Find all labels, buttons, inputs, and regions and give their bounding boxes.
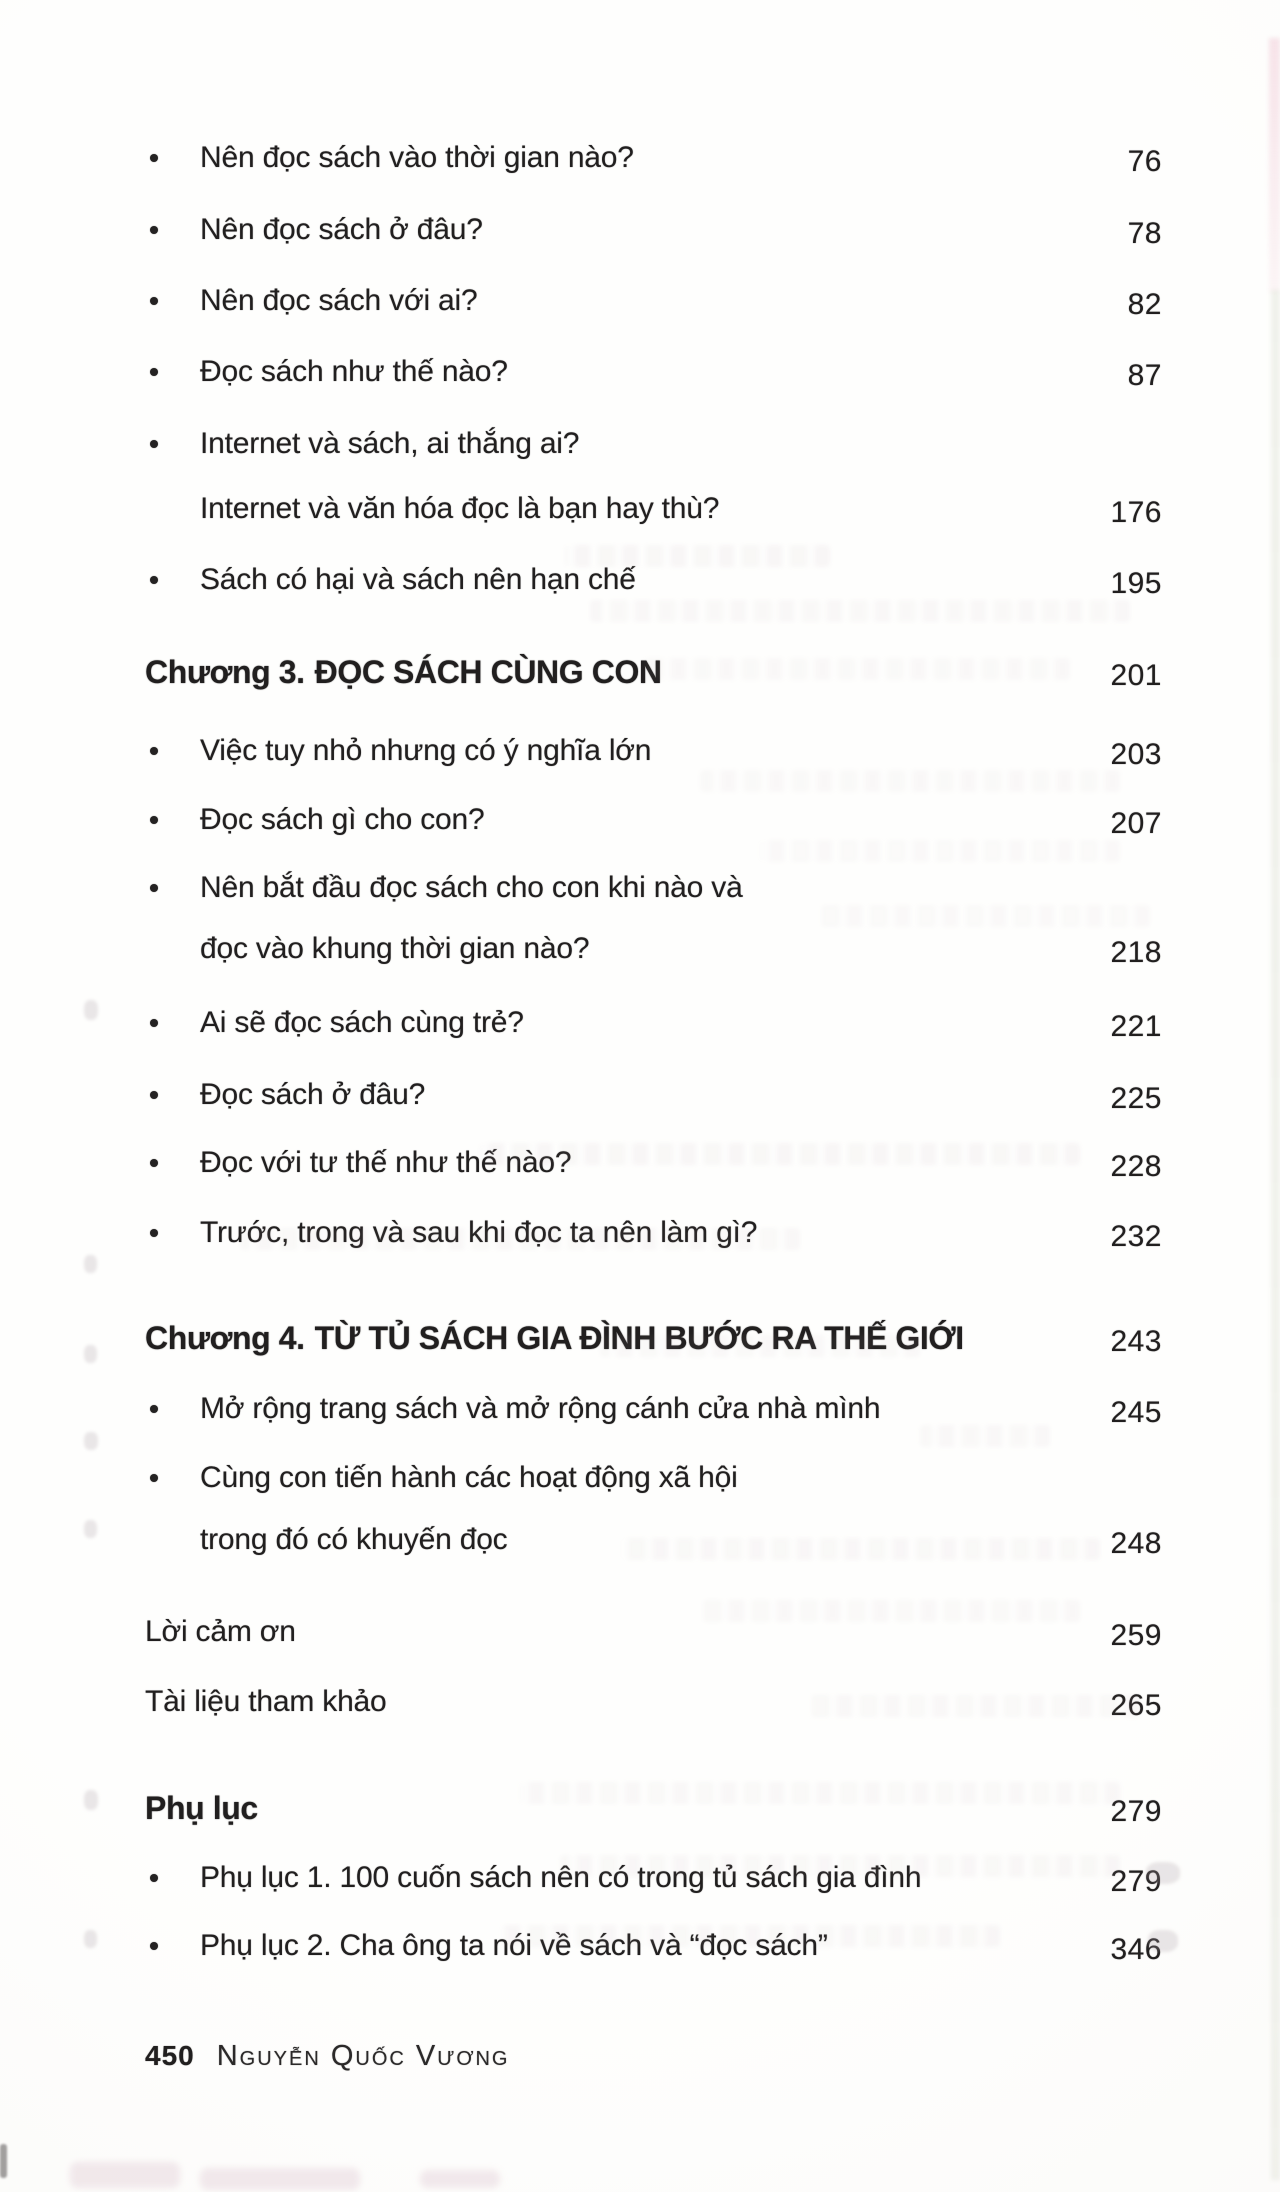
page-number: 203 <box>1110 738 1162 771</box>
page-number: 279 <box>1110 1865 1162 1898</box>
toc-entry-text: Đọc sách ở đâu? <box>200 1078 426 1111</box>
page-number: 232 <box>1110 1220 1162 1253</box>
footer-author-name: Nguyễn Quốc Vương <box>216 2040 510 2072</box>
bleedthrough-smudge <box>500 1925 1000 1947</box>
toc-entry-text: Đọc sách gì cho con? <box>200 803 485 836</box>
bleedthrough-smudge <box>200 2168 360 2190</box>
toc-entry-text: Nên bắt đầu đọc sách cho con khi nào và <box>200 871 743 904</box>
toc-entry-text: Nên đọc sách với ai? <box>200 284 478 317</box>
page-number: 76 <box>1127 145 1162 178</box>
page-number: 201 <box>1110 659 1162 692</box>
page-number: 78 <box>1127 217 1162 250</box>
bullet-icon <box>150 1091 158 1099</box>
page-number: 259 <box>1110 1619 1162 1652</box>
page-number: 218 <box>1110 936 1162 969</box>
page-number: 346 <box>1110 1933 1162 1966</box>
bleedthrough-smudge <box>560 1855 1120 1877</box>
bullet-icon <box>150 884 158 892</box>
toc-entry-text <box>145 652 662 692</box>
toc-entry-text: Internet và văn hóa đọc là bạn hay thù? <box>200 492 720 525</box>
toc-entry <box>0 1612 1280 1658</box>
bullet-icon <box>150 747 158 755</box>
bleedthrough-smudge <box>84 1520 97 1538</box>
page-number: 176 <box>1110 496 1162 529</box>
bleedthrough-smudge <box>565 545 830 567</box>
page-number: 195 <box>1110 567 1162 600</box>
bleedthrough-smudge <box>420 2170 500 2188</box>
bleedthrough-smudge <box>760 840 1120 862</box>
bullet-icon <box>150 297 158 305</box>
bleedthrough-smudge <box>84 1930 97 1948</box>
toc-entry-text: Sách có hại và sách nên hạn chế <box>200 563 636 596</box>
bullet-icon <box>150 1942 158 1950</box>
page-number: 225 <box>1110 1082 1162 1115</box>
toc-entry-text: Nên đọc sách ở đâu? <box>200 213 483 246</box>
bullet-icon <box>150 1474 158 1482</box>
scan-edge-tint <box>1269 38 1280 293</box>
bleedthrough-smudge <box>84 1432 98 1450</box>
bleedthrough-smudge <box>480 1143 1080 1165</box>
bullet-icon <box>150 1229 158 1237</box>
bleedthrough-smudge <box>84 1255 97 1273</box>
toc-entry-text: Nên đọc sách vào thời gian nào? <box>200 141 634 174</box>
scan-speck <box>0 2144 7 2178</box>
bleedthrough-smudge <box>810 1695 1140 1717</box>
toc-entry-text: Việc tuy nhỏ nhưng có ý nghĩa lớn <box>200 734 652 767</box>
bleedthrough-smudge <box>240 1228 800 1250</box>
bullet-icon <box>150 1159 158 1167</box>
page-number: 228 <box>1110 1150 1162 1183</box>
bullet-icon <box>150 1874 158 1882</box>
toc-chapter-title: TỪ TỦ SÁCH GIA ĐÌNH BƯỚC RA THẾ GIỚI <box>314 1320 964 1356</box>
toc-entry <box>0 929 1280 975</box>
toc-entry-text: Phụ lục 1. 100 cuốn sách nên có trong tủ sách gia đình <box>200 1861 922 1894</box>
toc-entry-text: Tài liệu tham khảo <box>145 1685 387 1718</box>
toc-entry <box>0 1075 1280 1121</box>
toc-entry <box>0 1458 1280 1504</box>
page-number: 87 <box>1127 359 1162 392</box>
bleedthrough-smudge <box>590 600 1130 622</box>
bleedthrough-smudge <box>920 1425 1050 1447</box>
bleedthrough-smudge <box>600 1335 920 1357</box>
toc-entry-text: Cùng con tiến hành các hoạt động xã hội <box>200 1461 738 1494</box>
bullet-icon <box>150 226 158 234</box>
toc-entry-text: Đọc sách như thế nào? <box>200 355 508 388</box>
toc-chapter-title: ĐỌC SÁCH CÙNG CON <box>314 654 662 690</box>
bleedthrough-smudge <box>84 1790 98 1810</box>
bleedthrough-smudge <box>520 1782 1120 1804</box>
bleedthrough-smudge <box>620 1538 1100 1560</box>
page-number: 248 <box>1110 1527 1162 1560</box>
toc-entry <box>0 1003 1280 1049</box>
bleedthrough-smudge <box>84 1000 98 1020</box>
page-footer <box>145 2040 509 2073</box>
toc-entry <box>0 210 1280 256</box>
footer-page-number: 450 <box>145 2040 195 2071</box>
bleedthrough-smudge <box>70 2162 180 2188</box>
bullet-icon <box>150 576 158 584</box>
page-number: 207 <box>1110 807 1162 840</box>
bleedthrough-smudge <box>640 658 1070 680</box>
page-number: 279 <box>1110 1795 1162 1828</box>
toc-entry-text: Phụ lục 2. Cha ông ta nói về sách và “đọc sách” <box>200 1929 828 1962</box>
bullet-icon <box>150 816 158 824</box>
toc-entry <box>0 138 1280 184</box>
bleedthrough-smudge <box>1148 1930 1178 1952</box>
toc-entry-text: Ai sẽ đọc sách cùng trẻ? <box>200 1006 524 1039</box>
bullet-icon <box>150 154 158 162</box>
bleedthrough-smudge <box>820 905 1150 927</box>
bullet-icon <box>150 440 158 448</box>
bleedthrough-smudge <box>1146 1862 1180 1884</box>
bleedthrough-smudge <box>700 770 1120 792</box>
toc-entry-text: Lời cảm ơn <box>145 1615 296 1648</box>
bullet-icon <box>150 1019 158 1027</box>
toc-entry-text: Internet và sách, ai thắng ai? <box>200 427 580 460</box>
page-number: 82 <box>1127 288 1162 321</box>
toc-chapter-prefix: Chương 3. <box>145 654 305 690</box>
toc-entry <box>0 1389 1280 1435</box>
bleedthrough-smudge <box>700 1600 1080 1622</box>
scan-edge-tint <box>1271 290 1280 2180</box>
bullet-icon <box>150 1405 158 1413</box>
toc-entry <box>0 352 1280 398</box>
page-number: 243 <box>1110 1325 1162 1358</box>
toc-entry-text: Phụ lục <box>145 1790 258 1826</box>
toc-entry-text: đọc vào khung thời gian nào? <box>200 932 590 965</box>
toc-entry <box>0 281 1280 327</box>
page-number: 265 <box>1110 1689 1162 1722</box>
toc-entry-text: Trước, trong và sau khi đọc ta nên làm gì? <box>200 1216 758 1249</box>
bleedthrough-smudge <box>84 1345 97 1363</box>
toc-entry <box>0 489 1280 535</box>
page-number: 221 <box>1110 1010 1162 1043</box>
toc-entry <box>0 424 1280 470</box>
bullet-icon <box>150 368 158 376</box>
toc-chapter-prefix: Chương 4. <box>145 1320 305 1356</box>
toc-entry-text: Đọc với tư thế như thế nào? <box>200 1146 572 1179</box>
page-number: 245 <box>1110 1396 1162 1429</box>
toc-entry-text: trong đó có khuyến đọc <box>200 1523 508 1556</box>
toc-entry-text: Mở rộng trang sách và mở rộng cánh cửa nhà mình <box>200 1392 881 1425</box>
